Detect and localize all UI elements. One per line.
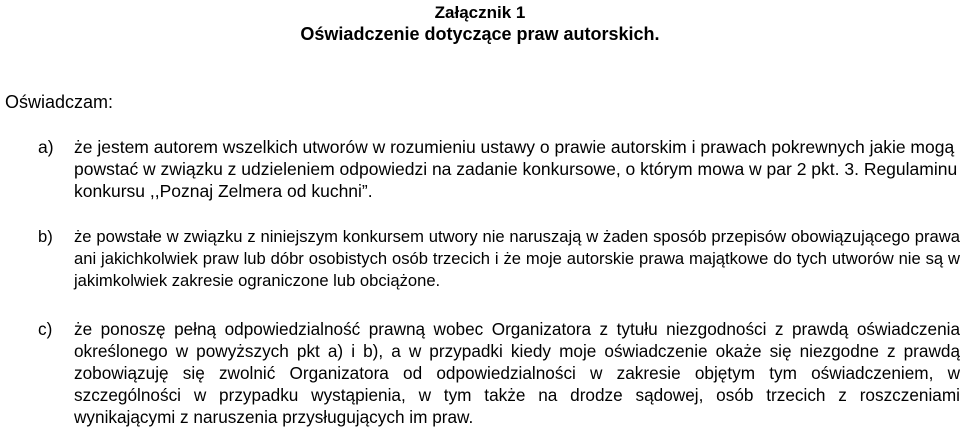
attachment-label: Załącznik 1 xyxy=(434,3,526,22)
clause-marker: c) xyxy=(38,319,53,339)
clause-marker: a) xyxy=(38,137,54,157)
clause-text: że jestem autorem wszelkich utworów w rozumieniu ustawy o prawie autorskim i prawach pokrewnych jakie mogą powstać w związku z udzieleniem odpowiedzi na zadanie konkursowe, o którym mowa w par 2 pkt. 3. Regulaminu konkursu ,,Poznaj Zelmera od kuchni”. xyxy=(74,137,958,201)
clause-text: że ponoszę pełną odpowiedzialność prawną wobec Organizatora z tytułu niezgodności z prawdą oświadczenia określonego w powyższych pkt a) i b), a w przypadki kiedy moje oświadczenie okaże się niezgodne z prawdą zobowiązuję się zwolnić Organizatora od odpowiedzialności w zakresie objętym tym oświadczeniem, w szczególności w przypadku wystąpienia, w tym także na drodze sądowej, osób trzecich z roszczeniami wynikającymi z naruszenia przysługujących im praw. xyxy=(74,319,960,427)
clause-b xyxy=(38,226,960,292)
clause-marker: b) xyxy=(38,227,53,246)
clause-a xyxy=(38,136,960,202)
intro-text: Oświadczam: xyxy=(5,92,114,112)
clause-text: że powstałe w związku z niniejszym konkursem utwory nie naruszają w żaden sposób przepisów obowiązującego prawa ani jakichkolwiek praw lub dóbr osobistych osób trzecich i że moje autorskie prawa majątkowe do tych utworów nie są w jakimkolwiek zakresie ograniczone lub obciążone. xyxy=(74,227,960,290)
clause-c xyxy=(38,318,960,428)
document-title: Oświadczenie dotyczące praw autorskich. xyxy=(300,24,660,44)
